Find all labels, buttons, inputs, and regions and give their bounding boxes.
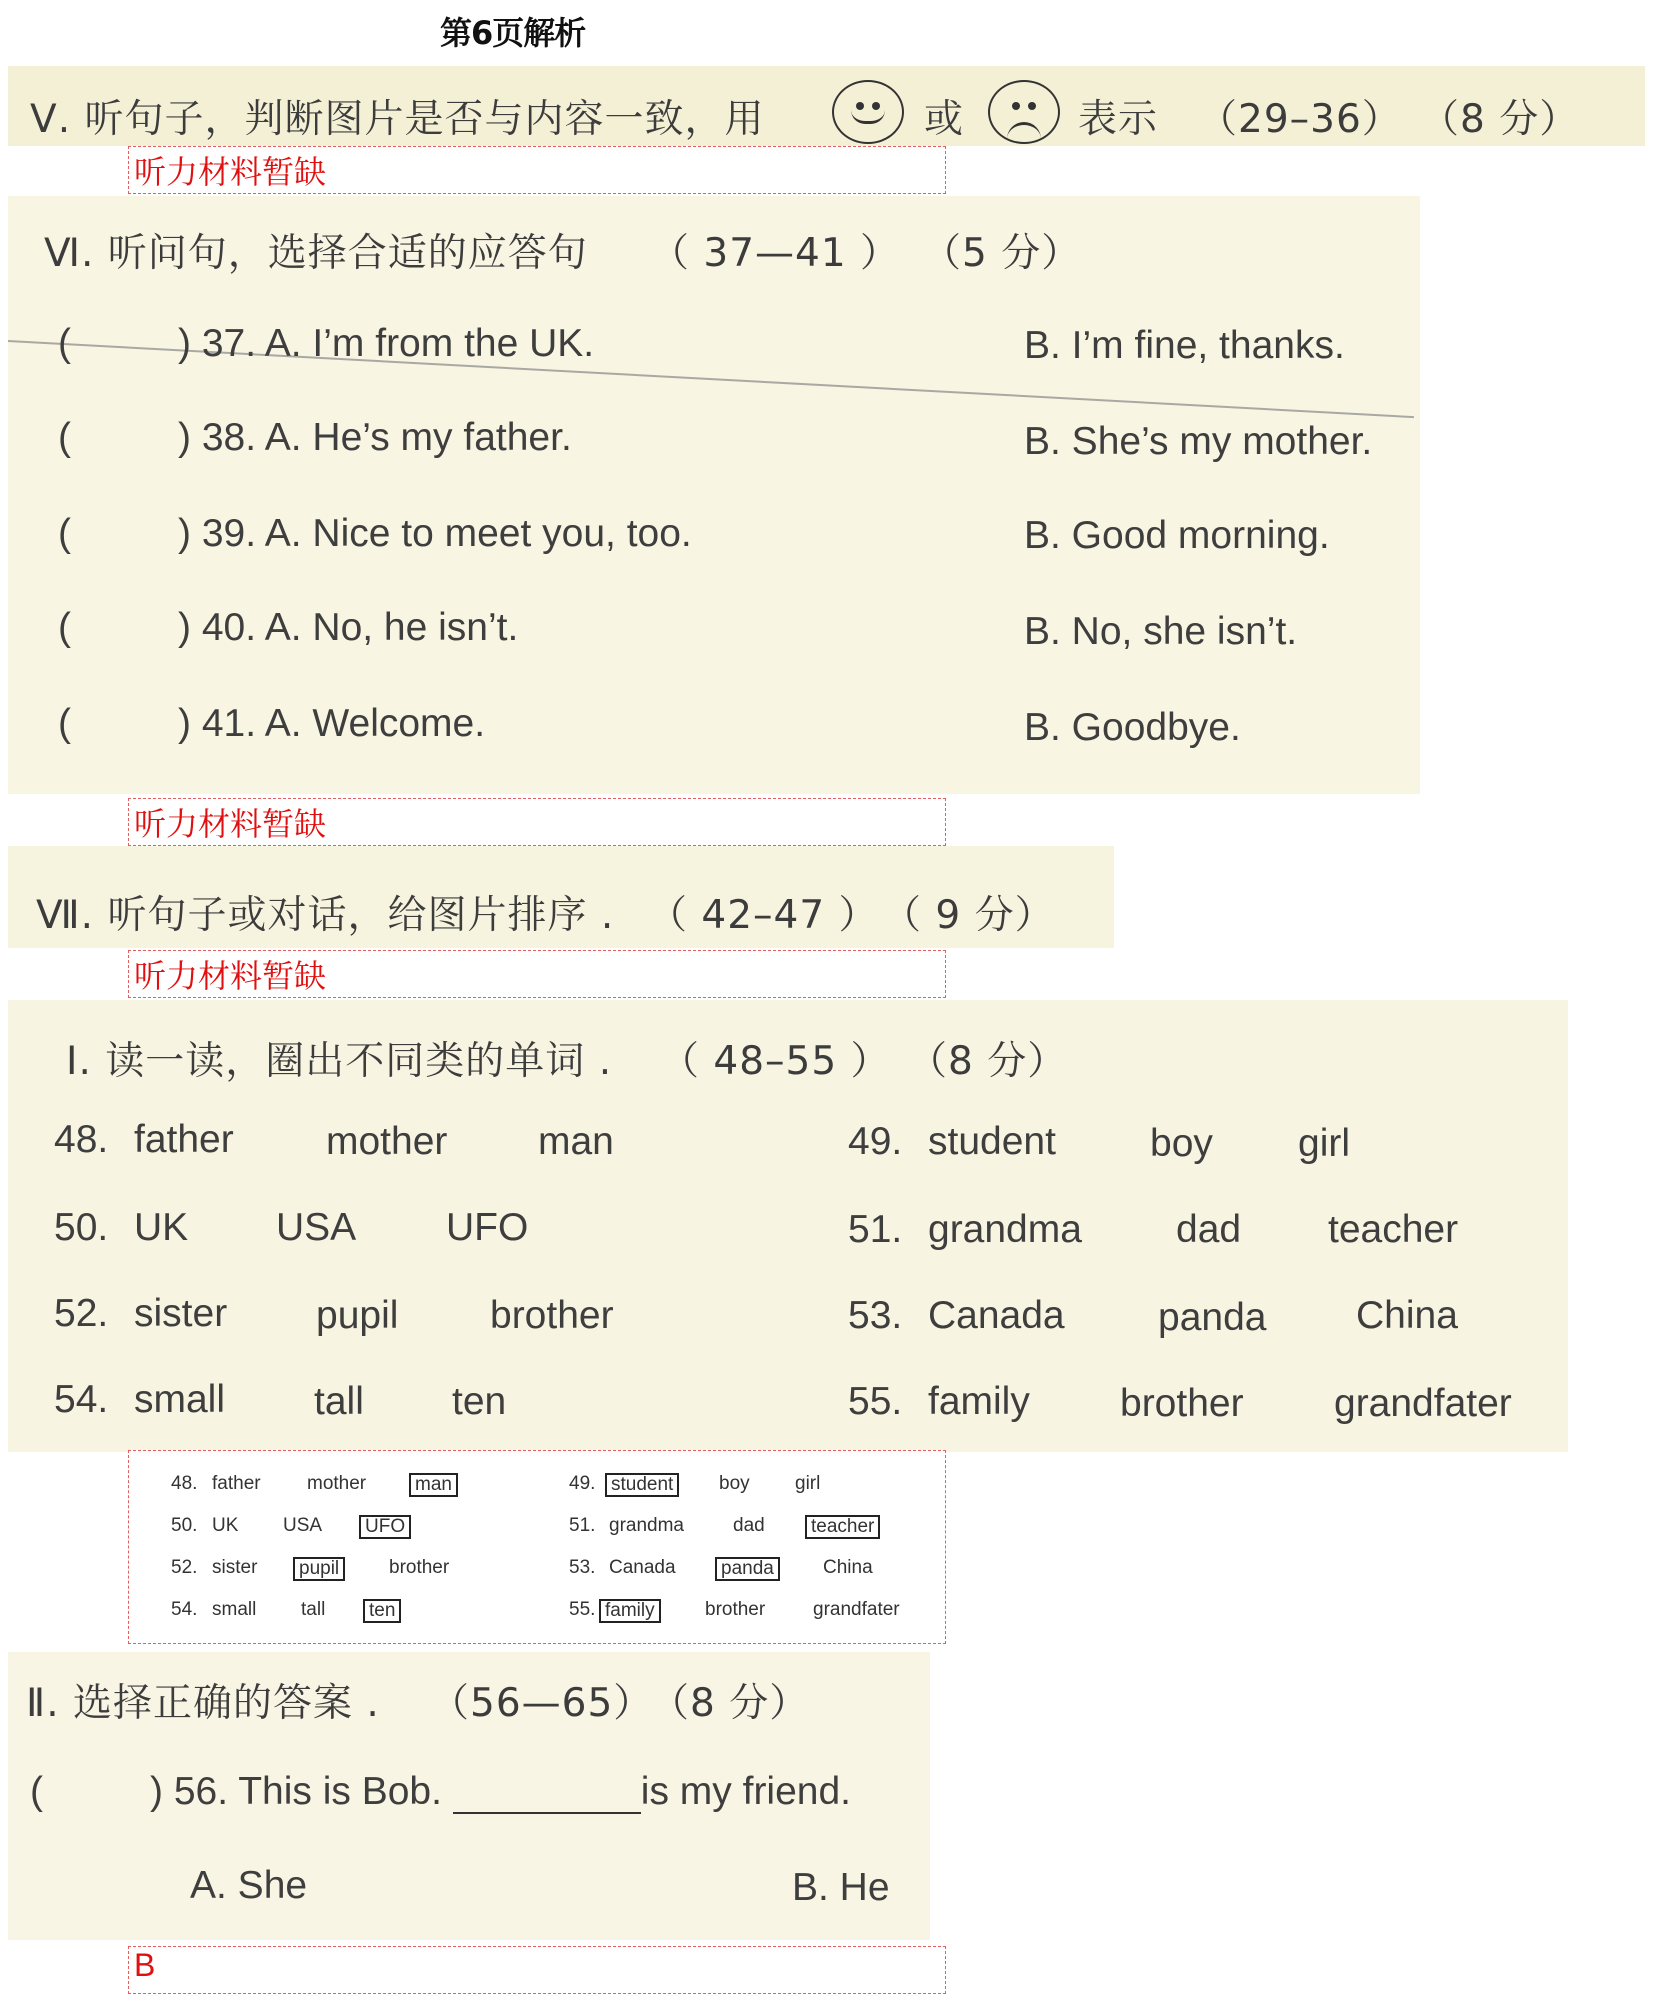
section-5-heading (30, 88, 764, 144)
sad-face-icon (988, 80, 1060, 144)
answer-key-box (128, 1450, 946, 1644)
q56-blank (453, 1780, 641, 1814)
paren-38: ( (58, 416, 71, 459)
q40-option-a: ) 40. A. No, he isn’t. (178, 606, 519, 649)
section-5-range: （29–36） (1198, 97, 1402, 142)
ans-48-circled: man (409, 1473, 458, 1497)
section-7-heading (36, 884, 614, 940)
q53-word-1: Canada (928, 1294, 1065, 1337)
paren-56-open: ( (30, 1770, 43, 1813)
section-5-text: . 听句子，判断图片是否与内容一致，用 (57, 97, 765, 142)
ans-53-circled: panda (715, 1557, 780, 1581)
section-7-range: （ 42–47 ） (648, 893, 879, 938)
q53-word-3: China (1356, 1294, 1458, 1337)
part-1-score: （8 分） (908, 1039, 1068, 1084)
section-6-text: . 听问句，选择合适的应答句 (80, 231, 588, 276)
q55-number: 55. (848, 1380, 903, 1423)
section-5-or: 或 (924, 97, 965, 142)
ans-51-word-2: dad (733, 1515, 765, 1536)
ans-53-number: 53. (569, 1557, 596, 1578)
q52-word-1: sister (134, 1292, 228, 1335)
q52-number: 52. (54, 1292, 109, 1335)
q52-word-3: brother (490, 1294, 614, 1337)
ans-49-word-2: boy (719, 1473, 750, 1494)
smiley-face-icon (832, 80, 904, 144)
q38-option-b: B. She’s my mother. (1024, 420, 1373, 463)
q37-option-b: B. I’m fine, thanks. (1024, 324, 1345, 367)
paren-39: ( (58, 512, 71, 555)
ans-50-circled: UFO (359, 1515, 411, 1539)
section-6-heading (44, 222, 588, 278)
part-1-heading (66, 1030, 612, 1086)
q51-word-2: dad (1176, 1208, 1242, 1251)
q50-word-3: UFO (446, 1206, 529, 1249)
ans-54-number: 54. (171, 1599, 198, 1620)
q48-word-2: mother (326, 1120, 448, 1163)
ans-54-circled: ten (363, 1599, 401, 1623)
q56-text-after: is my friend. (640, 1770, 851, 1813)
q41-option-a: ) 41. A. Welcome. (178, 702, 486, 745)
q56-option-a: A. She (190, 1864, 308, 1907)
q56-close-paren: ) (150, 1770, 163, 1813)
paren-37: ( (58, 322, 71, 365)
ans-54-word-1: small (212, 1599, 257, 1620)
q37-option-a: ) 37. A. I’m from the UK. (178, 322, 595, 365)
ans-50-word-1: UK (212, 1515, 239, 1536)
q48-number: 48. (54, 1118, 109, 1161)
section-5-roman: Ⅴ (30, 98, 58, 141)
ans-53-word-1: Canada (609, 1557, 676, 1578)
ans-51-number: 51. (569, 1515, 596, 1536)
q52-word-2: pupil (316, 1294, 399, 1337)
part-1-roman: Ⅰ (66, 1040, 79, 1083)
q39-option-a: ) 39. A. Nice to meet you, too. (178, 512, 692, 555)
q54-word-3: ten (452, 1380, 507, 1423)
part-2-roman: Ⅱ (26, 1682, 47, 1725)
q50-number: 50. (54, 1206, 109, 1249)
ans-54-word-2: tall (301, 1599, 326, 1620)
section-5-note: 听力材料暂缺 (128, 146, 946, 194)
q51-word-1: grandma (928, 1208, 1082, 1251)
paren-41: ( (58, 702, 71, 745)
q39-option-b: B. Good morning. (1024, 514, 1330, 557)
ans-55-circled: family (599, 1599, 661, 1623)
page-title: 第6页解析 (440, 14, 586, 52)
ans-49-word-3: girl (795, 1473, 821, 1494)
section-6-note: 听力材料暂缺 (128, 798, 946, 846)
ans-49-circled: student (605, 1473, 679, 1497)
q40-option-b: B. No, she isn’t. (1024, 610, 1298, 653)
q50-word-2: USA (276, 1206, 357, 1249)
section-6-roman: Ⅵ (44, 232, 81, 275)
q56-option-b: B. He (792, 1866, 890, 1909)
part-2-range: （56—65） (430, 1681, 654, 1726)
q56-text-before: 56. This is Bob. (173, 1770, 442, 1813)
ans-55-word-3: grandfater (813, 1599, 900, 1620)
q48-word-1: father (134, 1118, 234, 1161)
section-6-score: （5 分） (922, 231, 1082, 276)
ans-55-number: 55. (569, 1599, 596, 1620)
ans-53-word-3: China (823, 1557, 873, 1578)
part-2-heading (26, 1672, 380, 1728)
q49-number: 49. (848, 1120, 903, 1163)
section-5-show: 表示 (1078, 97, 1159, 142)
q54-word-2: tall (314, 1380, 364, 1423)
q51-word-3: teacher (1328, 1208, 1459, 1251)
part-2-text: . 选择正确的答案 . (46, 1681, 380, 1726)
ans-49-number: 49. (569, 1473, 596, 1494)
part-2-score: （8 分） (650, 1681, 810, 1726)
q53-word-2: panda (1158, 1296, 1267, 1339)
q49-word-2: boy (1150, 1122, 1213, 1165)
q41-option-b: B. Goodbye. (1024, 706, 1241, 749)
section-5-score: （8 分） (1420, 97, 1580, 142)
ans-48-number: 48. (171, 1473, 198, 1494)
paren-40: ( (58, 606, 71, 649)
q56-answer: B (128, 1946, 946, 1994)
part-1-text: . 读一读，圈出不同类的单词 . (78, 1039, 613, 1084)
ans-52-circled: pupil (293, 1557, 345, 1581)
q54-number: 54. (54, 1378, 109, 1421)
ans-51-circled: teacher (805, 1515, 880, 1539)
ans-52-word-1: sister (212, 1557, 258, 1578)
q54-word-1: small (134, 1378, 226, 1421)
q56-question (150, 1770, 851, 1814)
q38-option-a: ) 38. A. He’s my father. (178, 416, 572, 459)
q49-word-1: student (928, 1120, 1056, 1163)
q55-word-2: brother (1120, 1382, 1244, 1425)
ans-55-word-2: brother (705, 1599, 766, 1620)
section-7-text: . 听句子或对话，给图片排序 . (80, 893, 615, 938)
q48-word-3: man (538, 1120, 614, 1163)
section-7-score: （ 9 分） (882, 893, 1055, 938)
ans-50-word-2: USA (283, 1515, 323, 1536)
q53-number: 53. (848, 1294, 903, 1337)
q50-word-1: UK (134, 1206, 189, 1249)
ans-50-number: 50. (171, 1515, 198, 1536)
section-6-range: （ 37—41 ） (650, 231, 901, 276)
q55-word-1: family (928, 1380, 1030, 1423)
section-7-note: 听力材料暂缺 (128, 950, 946, 998)
ans-51-word-1: grandma (609, 1515, 684, 1536)
ans-52-word-3: brother (389, 1557, 450, 1578)
ans-48-word-1: father (212, 1473, 261, 1494)
part-1-range: （ 48–55 ） (660, 1039, 891, 1084)
q55-word-3: grandfater (1334, 1382, 1512, 1425)
section-7-roman: Ⅶ (36, 894, 81, 937)
ans-52-number: 52. (171, 1557, 198, 1578)
q51-number: 51. (848, 1208, 903, 1251)
ans-48-word-2: mother (307, 1473, 367, 1494)
q49-word-3: girl (1298, 1122, 1351, 1165)
